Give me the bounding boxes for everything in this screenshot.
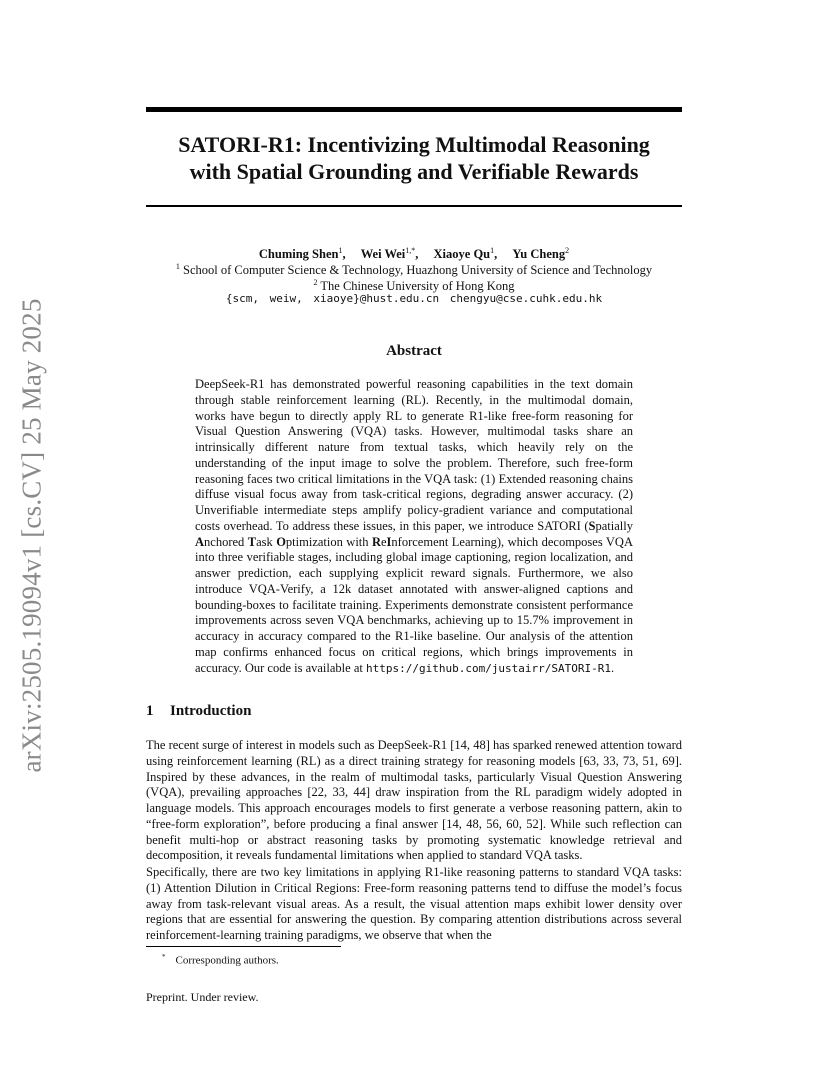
author: Xiaoye Qu$^1$,	[433, 246, 498, 262]
footnote-rule	[146, 946, 341, 947]
author: Wei Wei$^{1,*}$,	[360, 246, 419, 262]
affiliation: $^1$ School of Computer Science & Technology, Huazhong University of Science and Technology	[175, 262, 653, 278]
arxiv-id-text: arXiv:2505.19094v1 [cs.CV] 25 May 2025	[16, 297, 47, 773]
title-bottom-rule	[146, 205, 682, 207]
abstract-body: DeepSeek-R1 has demonstrated powerful reasoning capabilities in the text domain through stable reinforcement learning (RL). Recently, in the multimodal domain, works have begun to directly apply RL to generate R1-like free-form reasoning for Visual Question Answering (VQA) tasks. However, multimodal tasks share an intrinsically different nature from textual tasks, which heavily rely on the understanding of the input image to solve the problem. Therefore, such free-form reasoning faces two critical limitations in the VQA task: (1) Extended reasoning chains diffuse visual focus away from task-critical regions, degrading answer accuracy. (2) Unverifiable intermediate steps amplify policy-gradient variance and computational costs overhead. To address these issues, in this paper, we introduce SATORI (Spatially Anchored Task Optimization with ReInforcement Learning), which decomposes VQA into three verifiable stages, including global image captioning, region localization, and answer prediction, each supplying explicit reward signals. Furthermore, we also introduce VQA-Verify, a 12k dataset annotated with answer-aligned captions and bounding-boxes to facilitate training. Experiments demonstrate consistent performance improvements across seven VQA benchmarks, achieving up to 15.7% improvement in accuracy in accuracy compared to the R1-like baseline. Our analysis of the attention map confirms enhanced focus on critical regions, which brings improvements in accuracy. Our code is available at https://github.com/justairr/SATORI-R1.	[195, 377, 633, 675]
section-heading: 1 Introduction	[146, 703, 252, 719]
affiliation: $^2$ The Chinese University of Hong Kong	[313, 278, 515, 294]
intro-paragraph-1: The recent surge of interest in models such as DeepSeek-R1 [14, 48] has sparked renewed attention toward using reinforcement learning (RL) as a direct training strategy for reasoning models [63, 33, 73, 51, 69]. Inspired by these advances, in the realm of multimodal tasks, particularly Visual Question Answering (VQA), prevailing approaches [22, 33, 44] draw inspiration from the RL paradigm widely adopted in language models. This approach encourages models to first generate a verbose reasoning pattern, akin to “free-form exploration”, before producing a final answer [14, 48, 56, 60, 52]. While such reflection can benefit multi-hop or abstract reasoning tasks by promoting systematic knowledge retrieval and decomposition, it reveals fundamental limitations when applied to standard VQA tasks.	[146, 738, 682, 863]
title-line-1: SATORI-R1: Incentivizing Multimodal Reasoning	[178, 132, 650, 157]
author: Yu Cheng$^2$	[512, 246, 570, 262]
preprint-note: Preprint. Under review.	[146, 990, 259, 1004]
author-emails: {scm, weiw, xiaoye}@hust.edu.cn chengyu@cse.cuhk.edu.hk	[225, 292, 603, 305]
paper-title	[146, 131, 682, 185]
abstract-heading: Abstract	[386, 343, 442, 359]
code-link[interactable]: https://github.com/justairr/SATORI-R1	[365, 661, 612, 675]
title-top-rule	[146, 107, 682, 112]
intro-paragraph-2: Specifically, there are two key limitations in applying R1-like reasoning patterns to standard VQA tasks: (1) Attention Dilution in Critical Regions: Free-form reasoning patterns tend to diffuse the model’s focus away from task-relevant visual areas. As a result, the visual attention maps exhibit lower density over regions that are essential for answering the question. By comparing attention distributions across several reinforcement-learning training paradigms, we observe that when the	[146, 865, 682, 942]
footnote: * Corresponding authors.	[162, 953, 279, 967]
title-line-2: with Spatial Grounding and Verifiable Rewards	[189, 159, 639, 184]
arxiv-watermark	[8, 295, 56, 775]
author: Chuming Shen$^1$,	[258, 246, 346, 262]
